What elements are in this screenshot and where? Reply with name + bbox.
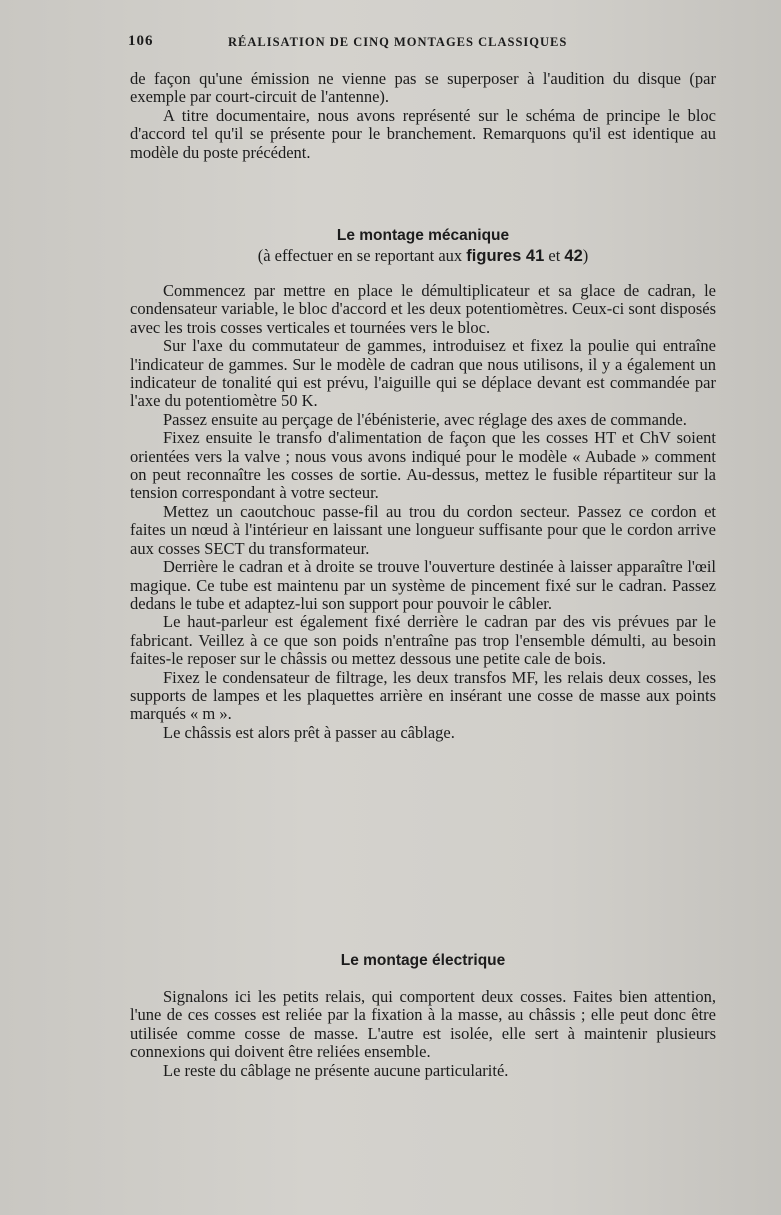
paragraph: Signalons ici les petits relais, qui comportent deux cosses. Faites bien attention, l'une de ces cosses est reliée par la fixation à la masse, au châssis ; elle peut donc être utilisée comme cosse de masse. L'autre est isolée, elle sert à maintenir plusieurs connexions qui doivent être reliées ensemble. <box>130 987 716 1062</box>
paragraph: Derrière le cadran et à droite se trouve l'ouverture destinée à laisser apparaître l'œil magique. Ce tube est maintenu par un système de pincement fixé sur le cadran. Passez dedans le tube et adaptez-lui son support pour pouvoir le câbler. <box>130 557 716 613</box>
figure-ref: 42 <box>564 247 583 266</box>
page-number: 106 <box>128 33 154 49</box>
paragraph: A titre documentaire, nous avons représenté sur le schéma de principe le bloc d'accord tel qu'il se présente pour le branchement. Remarquons qu'il est identique au modèle du poste précédent. <box>130 105 716 162</box>
paragraph: Le châssis est alors prêt à passer au câblage. <box>163 722 455 742</box>
text-block-electrical <box>130 988 716 1080</box>
page-header <box>128 33 728 53</box>
running-title: RÉALISATION DE CINQ MONTAGES CLASSIQUES <box>228 35 568 49</box>
section-title: Le montage mécanique <box>336 227 510 244</box>
section-subtitle: (à effectuer en se reportant aux figures 41 et 42) <box>257 246 589 266</box>
paragraph: Mettez un caoutchouc passe-fil au trou du cordon secteur. Passez ce cordon et faites un nœud à l'intérieur en laissant une longueur suffisante pour que le cordon arrive aux cosses SECT du transformateur. <box>130 501 716 558</box>
paragraph: Fixez le condensateur de filtrage, les deux transfos MF, les relais deux cosses, les supports de lampes et les plaquettes arrière en insérant une cosse de masse aux points marqués « m ». <box>130 667 716 724</box>
paragraph: Le haut-parleur est également fixé derrière le cadran par des vis prévues par le fabricant. Veillez à ce que son poids n'entraîne pas trop l'ensemble démulti, au besoin faites-le reposer sur le châssis ou mettez dessous une petite cale de bois. <box>130 612 716 669</box>
paragraph: Le reste du câblage ne présente aucune particularité. <box>163 1060 509 1080</box>
text-block-mechanical <box>130 282 716 742</box>
text-block-intro <box>130 70 716 162</box>
section-heading-electrical <box>130 952 716 970</box>
section-heading-mechanical <box>130 227 716 266</box>
paragraph: Fixez ensuite le transfo d'alimentation de façon que les cosses HT et ChV soient orientées vers la valve ; nous vous avons indiqué pour le modèle « Aubade » comment on peut reconnaître les cosses de sortie. Au-dessus, mettez le fusible répartiteur sur la tension correspondant à votre secteur. <box>130 428 716 503</box>
paragraph: Commencez par mettre en place le démultiplicateur et sa glace de cadran, le condensateur variable, le bloc d'accord et les deux potentiomètres. Ceux-ci sont disposés avec les trois cosses verticales et tournées vers le bloc. <box>130 281 716 337</box>
section-title: Le montage électrique <box>340 952 506 969</box>
paragraph: Sur l'axe du commutateur de gammes, introduisez et fixez la poulie qui entraîne l'indicateur de gammes. Sur le modèle de cadran que nous utilisons, il y a également un indicateur de tonalité qui est prévu, l'aiguille qui se déplace devant est commandée par l'axe du potentiomètre 50 K. <box>130 336 716 411</box>
figure-ref: figures 41 <box>466 247 545 266</box>
paragraph: de façon qu'une émission ne vienne pas se superposer à l'audition du disque (par exemple par court-circuit de l'antenne). <box>130 69 716 107</box>
paragraph: Passez ensuite au perçage de l'ébénisterie, avec réglage des axes de commande. <box>163 409 687 429</box>
